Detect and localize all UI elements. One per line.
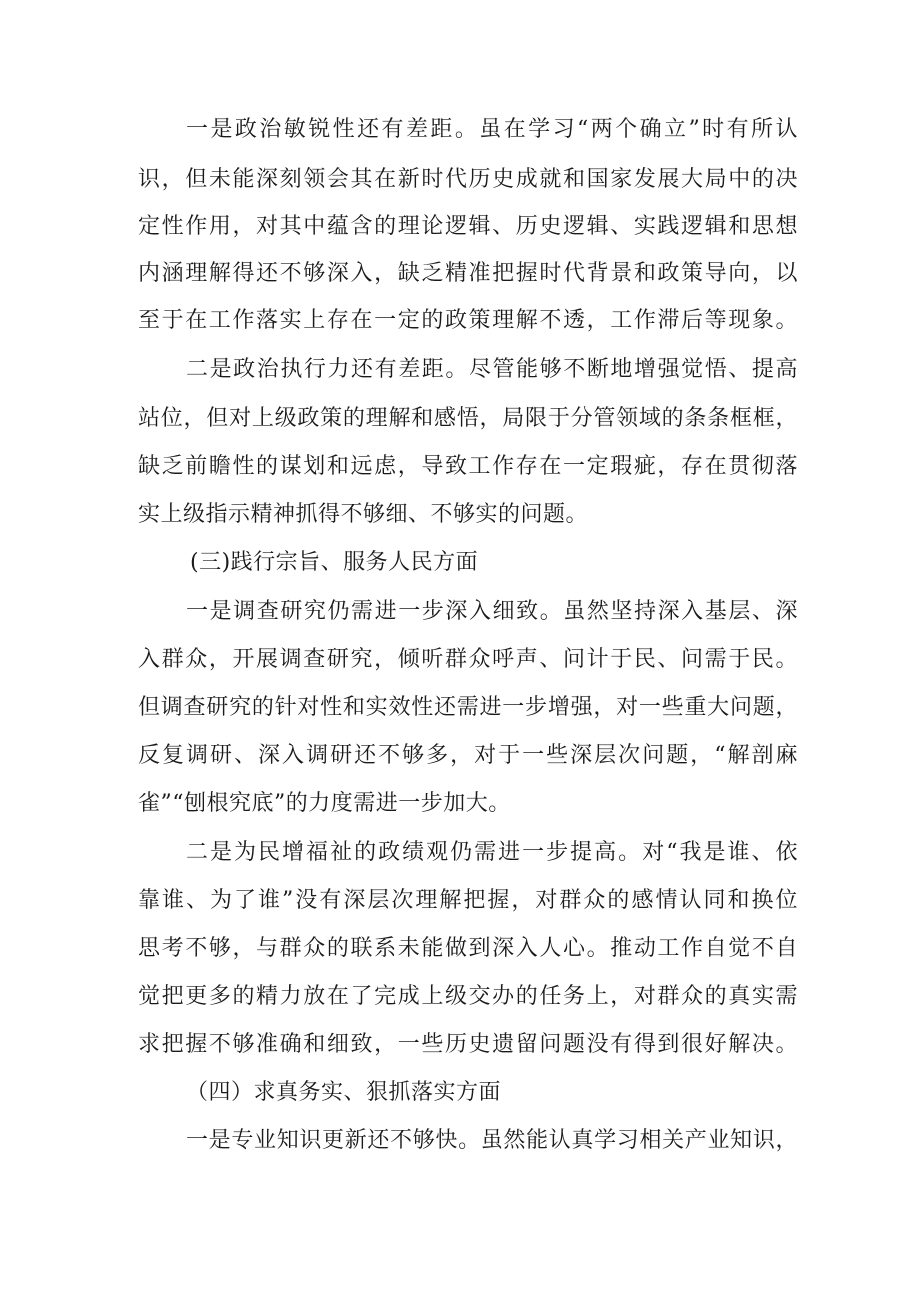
paragraph-line: 定性作用，对其中蕴含的理论逻辑、历史逻辑、实践逻辑和思想 xyxy=(138,214,798,239)
paragraph-line: 内涵理解得还不够深入，缺乏精准把握时代背景和政策导向，以 xyxy=(138,261,798,286)
section-heading: (三)践行宗旨、服务人民方面 xyxy=(190,550,479,575)
paragraph-line: 一是专业知识更新还不够快。虽然能认真学习相关产业知识， xyxy=(186,1128,798,1153)
paragraph-line: 实上级指示精神抓得不够细、不够实的问题。 xyxy=(138,502,589,527)
paragraph-line: 至于在工作落实上存在一定的政策理解不透，工作滞后等现象。 xyxy=(138,308,798,333)
paragraph-line: 思考不够，与群众的联系未能做到深入人心。推动工作自觉不自 xyxy=(138,936,798,961)
paragraph-line: 站位，但对上级政策的理解和感悟，局限于分管领域的条条框框， xyxy=(138,406,798,431)
paragraph-line: 识，但未能深刻领会其在新时代历史成就和国家发展大局中的决 xyxy=(138,167,798,192)
paragraph-line: 但调查研究的针对性和实效性还需进一步增强，对一些重大问题， xyxy=(138,695,798,720)
paragraph-line: 一是政治敏锐性还有差距。虽在学习“两个确立”时有所认 xyxy=(186,117,798,142)
paragraph-line: 雀”“刨根究底”的力度需进一步加大。 xyxy=(138,791,511,816)
section-heading: （四）求真务实、狠抓落实方面 xyxy=(186,1080,502,1105)
paragraph-line: 二是为民增福祉的政绩观仍需进一步提高。对“我是谁、依 xyxy=(186,840,798,865)
paragraph-line: 缺乏前瞻性的谋划和远虑，导致工作存在一定瑕疵，存在贯彻落 xyxy=(138,454,798,479)
paragraph-line: 反复调研、深入调研还不够多，对于一些深层次问题，“解剖麻 xyxy=(138,743,798,768)
paragraph-line: 求把握不够准确和细致，一些历史遗留问题没有得到很好解决。 xyxy=(138,1032,798,1057)
paragraph-line: 一是调查研究仍需进一步深入细致。虽然坚持深入基层、深 xyxy=(186,599,798,624)
paragraph-line: 二是政治执行力还有差距。尽管能够不断地增强觉悟、提高 xyxy=(186,357,798,382)
paragraph-line: 靠谁、为了谁”没有深层次理解把握，对群众的感情认同和换位 xyxy=(138,888,798,913)
paragraph-line: 觉把更多的精力放在了完成上级交办的任务上，对群众的真实需 xyxy=(138,984,798,1009)
paragraph-line: 入群众，开展调查研究，倾听群众呼声、问计于民、问需于民。 xyxy=(138,647,798,672)
